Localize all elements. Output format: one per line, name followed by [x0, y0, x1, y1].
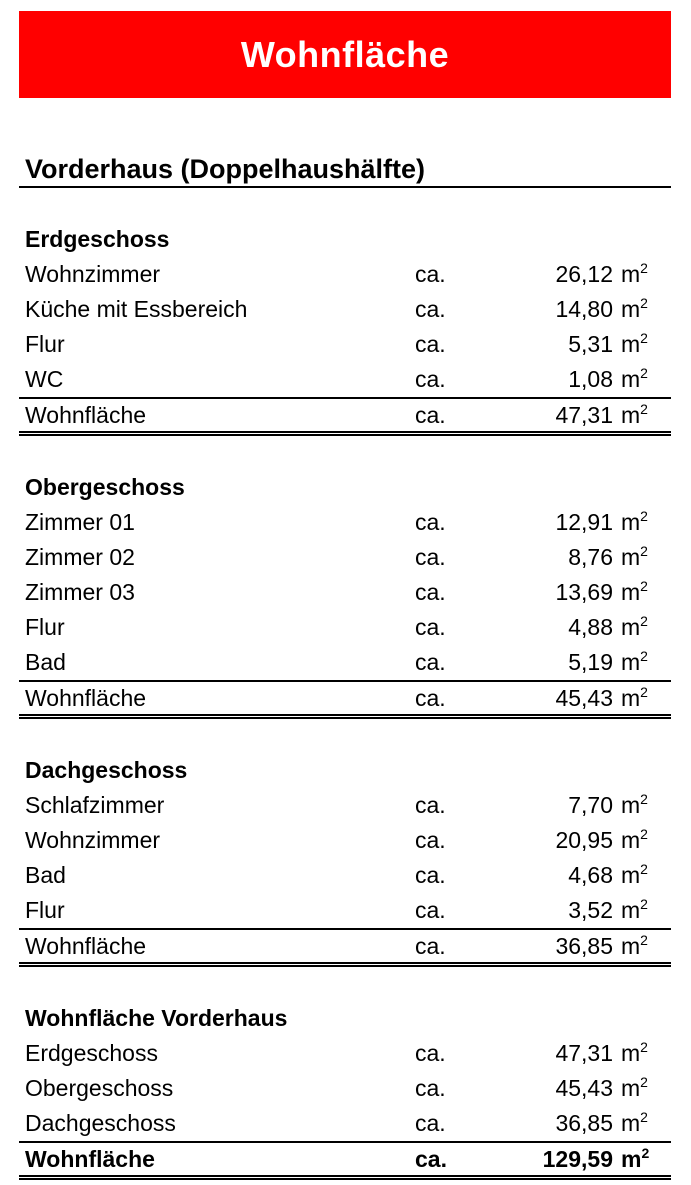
room-label: Zimmer 03: [25, 579, 135, 605]
area-value: 13,69: [555, 579, 613, 605]
unit-base: m: [621, 1075, 641, 1101]
area-value: 8,76: [568, 544, 613, 570]
total-row: [19, 928, 671, 967]
approx-label: ca.: [415, 897, 446, 923]
area-unit: [613, 610, 661, 645]
unit-exponent: 2: [640, 330, 648, 346]
document-heading: Vorderhaus (Doppelhaushälfte): [19, 150, 671, 188]
unit-base: m: [621, 296, 641, 322]
area-unit: [613, 682, 661, 714]
section-title: Wohnfläche Vorderhaus: [25, 1005, 288, 1031]
unit-exponent: 2: [640, 613, 648, 629]
area-unit: [613, 292, 661, 327]
area-value: 20,95: [555, 827, 613, 853]
unit-exponent: 2: [640, 578, 648, 594]
room-label: Wohnfläche: [25, 402, 147, 428]
unit-base: m: [621, 366, 641, 392]
approx-label: ca.: [415, 1110, 446, 1136]
area-unit: [613, 327, 661, 362]
room-label: Schlafzimmer: [25, 792, 165, 818]
unit-base: m: [621, 827, 641, 853]
unit-exponent: 2: [641, 1145, 650, 1161]
banner-title: Wohnfläche: [240, 33, 450, 75]
area-value: 36,85: [555, 1110, 613, 1136]
unit-exponent: 2: [640, 295, 648, 311]
area-table: [19, 150, 671, 1180]
approx-label: ca.: [415, 862, 446, 888]
unit-exponent: 2: [640, 1109, 648, 1125]
area-unit: [613, 1071, 661, 1106]
unit-exponent: 2: [640, 826, 648, 842]
unit-base: m: [621, 685, 641, 711]
area-value: 5,19: [568, 649, 613, 675]
area-value: 45,43: [555, 685, 613, 711]
approx-label: ca.: [415, 402, 446, 428]
area-unit: [613, 893, 661, 928]
unit-exponent: 2: [640, 543, 648, 559]
room-label: Bad: [25, 649, 66, 675]
approx-label: ca.: [415, 509, 446, 535]
unit-base: m: [621, 862, 641, 888]
room-label: Wohnfläche: [25, 1146, 155, 1172]
room-label: Wohnfläche: [25, 933, 147, 959]
approx-label: ca.: [415, 544, 446, 570]
floor-section: [19, 1001, 671, 1180]
unit-exponent: 2: [640, 508, 648, 524]
table-row: [19, 823, 671, 858]
area-value: 3,52: [568, 897, 613, 923]
room-label: Flur: [25, 897, 65, 923]
room-label: Wohnzimmer: [25, 827, 161, 853]
approx-label: ca.: [415, 1146, 447, 1172]
room-label: Flur: [25, 614, 65, 640]
area-value: 26,12: [555, 261, 613, 287]
approx-label: ca.: [415, 933, 446, 959]
table-row: [19, 540, 671, 575]
room-label: Bad: [25, 862, 66, 888]
area-value: 5,31: [568, 331, 613, 357]
room-label: Obergeschoss: [25, 1075, 174, 1101]
grand-total-row: [19, 1141, 671, 1180]
area-value: 14,80: [555, 296, 613, 322]
area-unit: [613, 540, 661, 575]
table-row: [19, 610, 671, 645]
table-row: [19, 575, 671, 610]
approx-label: ca.: [415, 1040, 446, 1066]
area-value: 47,31: [555, 1040, 613, 1066]
area-unit: [613, 930, 661, 962]
unit-exponent: 2: [640, 861, 648, 877]
floor-section: [19, 222, 671, 436]
unit-base: m: [621, 792, 641, 818]
room-label: Erdgeschoss: [25, 1040, 158, 1066]
unit-exponent: 2: [640, 260, 648, 276]
total-row: [19, 397, 671, 436]
area-unit: [613, 399, 661, 431]
area-value: 7,70: [568, 792, 613, 818]
area-unit: [613, 1106, 661, 1141]
area-value: 47,31: [555, 402, 613, 428]
approx-label: ca.: [415, 296, 446, 322]
unit-exponent: 2: [640, 791, 648, 807]
room-label: Zimmer 01: [25, 509, 135, 535]
area-unit: [613, 257, 661, 292]
approx-label: ca.: [415, 366, 446, 392]
title-banner: [19, 11, 671, 98]
approx-label: ca.: [415, 685, 446, 711]
total-row: [19, 680, 671, 719]
approx-label: ca.: [415, 579, 446, 605]
area-unit: [613, 823, 661, 858]
room-label: Wohnzimmer: [25, 261, 161, 287]
area-value: 36,85: [555, 933, 613, 959]
approx-label: ca.: [415, 1075, 446, 1101]
approx-label: ca.: [415, 331, 446, 357]
area-unit: [613, 505, 661, 540]
area-unit: [613, 362, 661, 397]
section-title: Erdgeschoss: [25, 226, 170, 252]
table-row: [19, 1071, 671, 1106]
unit-base: m: [621, 1040, 641, 1066]
table-row: [19, 1106, 671, 1141]
room-label: Dachgeschoss: [25, 1110, 176, 1136]
area-value: 45,43: [555, 1075, 613, 1101]
unit-exponent: 2: [640, 365, 648, 381]
unit-base: m: [621, 544, 641, 570]
area-unit: [613, 645, 661, 680]
table-row: [19, 645, 671, 680]
unit-base: m: [621, 261, 641, 287]
unit-exponent: 2: [640, 1074, 648, 1090]
section-title: Obergeschoss: [25, 474, 185, 500]
sections-container: [19, 222, 671, 1180]
area-unit: [613, 575, 661, 610]
unit-exponent: 2: [640, 896, 648, 912]
table-row: [19, 505, 671, 540]
unit-base: m: [621, 933, 641, 959]
approx-label: ca.: [415, 792, 446, 818]
room-label: Zimmer 02: [25, 544, 135, 570]
unit-base: m: [621, 331, 641, 357]
area-unit: [613, 788, 661, 823]
table-row: [19, 257, 671, 292]
approx-label: ca.: [415, 614, 446, 640]
area-value: 1,08: [568, 366, 613, 392]
area-value: 4,68: [568, 862, 613, 888]
unit-exponent: 2: [640, 684, 648, 700]
table-row: [19, 893, 671, 928]
unit-exponent: 2: [640, 932, 648, 948]
room-label: Küche mit Essbereich: [25, 296, 248, 322]
table-row: [19, 327, 671, 362]
section-title: Dachgeschoss: [25, 757, 188, 783]
room-label: Wohnfläche: [25, 685, 147, 711]
table-row: [19, 788, 671, 823]
room-label: WC: [25, 366, 64, 392]
approx-label: ca.: [415, 649, 446, 675]
area-value: 129,59: [542, 1146, 613, 1172]
area-unit: [613, 1143, 661, 1175]
unit-base: m: [621, 614, 641, 640]
room-label: Flur: [25, 331, 65, 357]
table-row: [19, 292, 671, 327]
unit-base: m: [621, 579, 641, 605]
approx-label: ca.: [415, 827, 446, 853]
unit-exponent: 2: [640, 648, 648, 664]
unit-base: m: [621, 402, 641, 428]
approx-label: ca.: [415, 261, 446, 287]
area-value: 12,91: [555, 509, 613, 535]
table-row: [19, 1036, 671, 1071]
floor-section: [19, 470, 671, 719]
unit-base: m: [621, 1146, 642, 1172]
area-value: 4,88: [568, 614, 613, 640]
area-unit: [613, 858, 661, 893]
table-row: [19, 858, 671, 893]
unit-exponent: 2: [640, 401, 648, 417]
floor-section: [19, 753, 671, 967]
table-row: [19, 362, 671, 397]
unit-base: m: [621, 649, 641, 675]
unit-base: m: [621, 897, 641, 923]
area-unit: [613, 1036, 661, 1071]
unit-base: m: [621, 509, 641, 535]
unit-base: m: [621, 1110, 641, 1136]
unit-exponent: 2: [640, 1039, 648, 1055]
